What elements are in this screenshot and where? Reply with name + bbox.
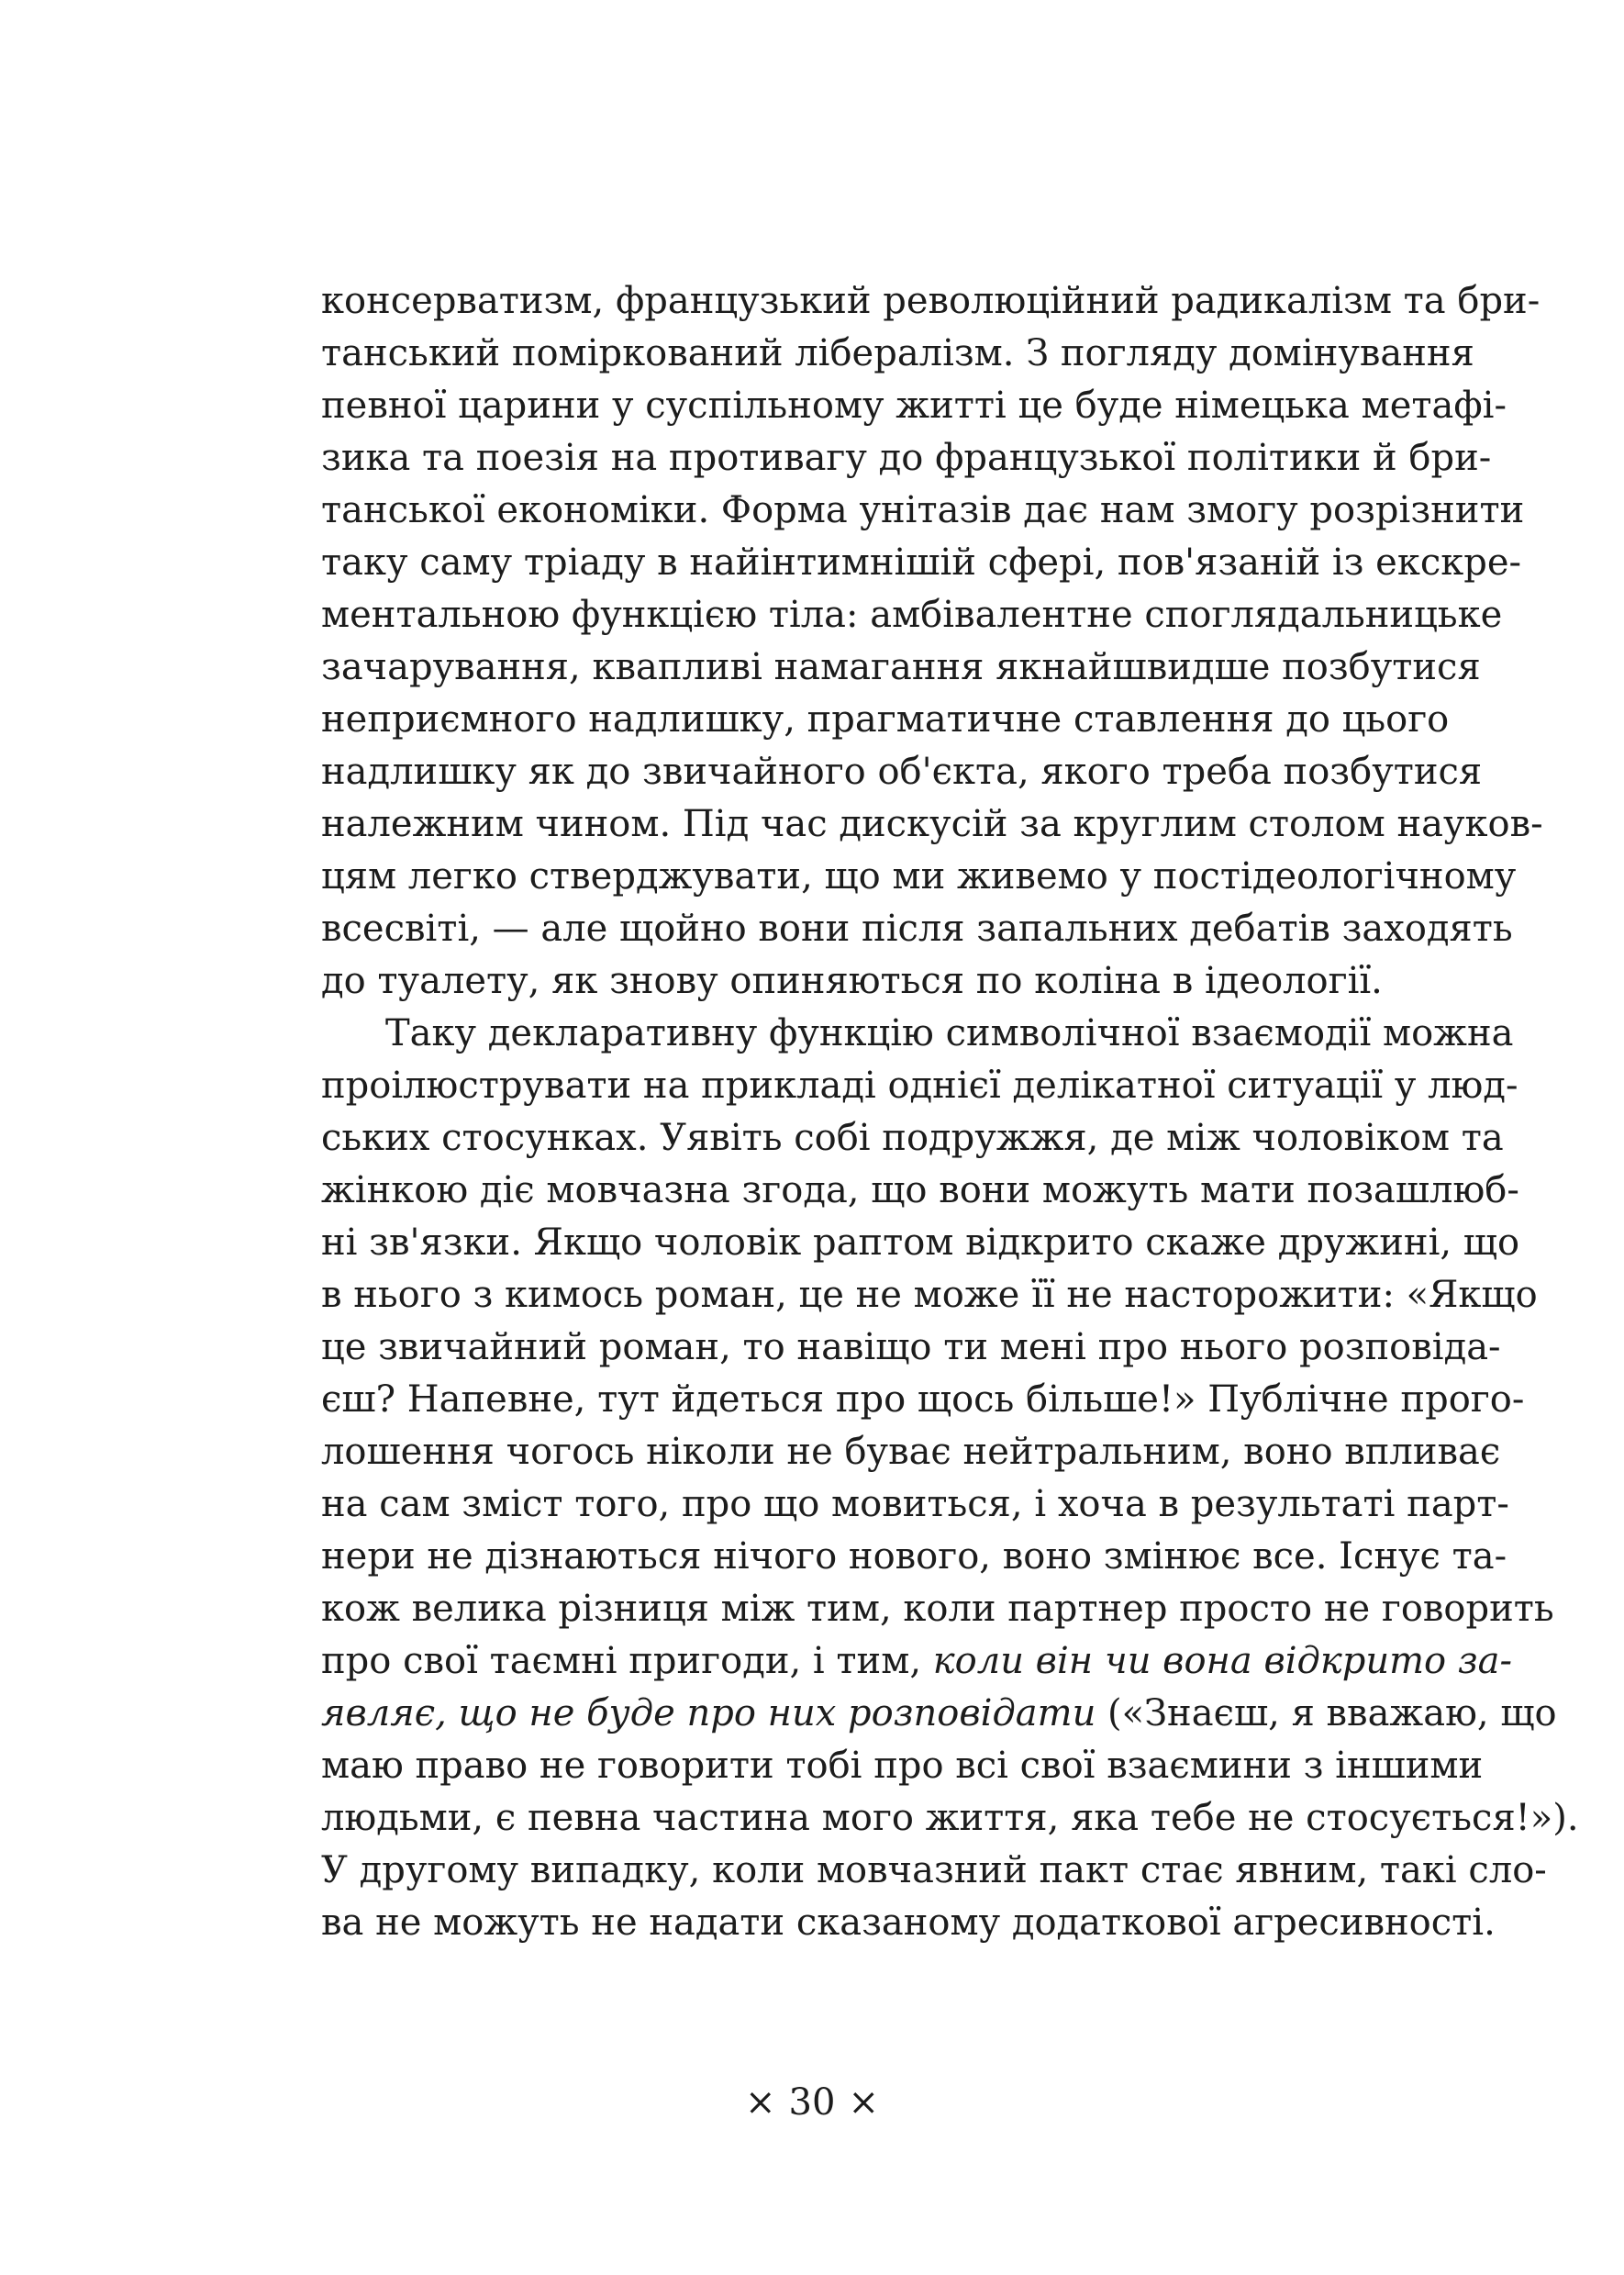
text-line: Таку декларативну функцію символічної взаємодії можна	[385, 1012, 1514, 1054]
text-line: належним чином. Під час дискусій за круглим столом науков-	[321, 803, 1543, 845]
text-line: на сам зміст того, про що мовиться, і хоча в результаті парт-	[321, 1483, 1509, 1525]
text-line: консерватизм, французький революційний радикалізм та бри-	[321, 280, 1541, 322]
text-line: кож велика різниця між тим, коли партнер просто не говорить	[321, 1588, 1554, 1630]
text-line: зика та поезія на противагу до французької політики й бри-	[321, 437, 1492, 479]
text-line: зачарування, квапливі намагання якнайшвидше позбутися	[321, 646, 1481, 688]
text-line: ні зв'язки. Якщо чоловік раптом відкрито скаже дружині, що	[321, 1221, 1520, 1264]
text-run: про свої таємні пригоди, і тим,	[321, 1640, 933, 1682]
body-text	[321, 275, 1579, 1949]
text-line: лошення чогось ніколи не буває нейтральним, воно впливає	[321, 1431, 1501, 1473]
text-line: єш? Напевне, тут йдеться про щось більше!» Публічне прого-	[321, 1378, 1525, 1421]
text-line: ських стосунках. Уявіть собі подружжя, де між чоловіком та	[321, 1117, 1504, 1159]
text-line: ментальною функцією тіла: амбівалентне споглядальницьке	[321, 594, 1503, 636]
text-line: танський поміркований лібералізм. З погляду домінування	[321, 332, 1474, 374]
text-line: всесвіті, — але щойно вони після запальних дебатів заходять	[321, 908, 1513, 950]
page-footer	[0, 2081, 1624, 2124]
text-line: неприємного надлишку, прагматичне ставлення до цього	[321, 698, 1450, 741]
text-line: людьми, є певна частина мого життя, яка тебе не стосується!»).	[321, 1797, 1579, 1839]
text-line: нери не дізнаються нічого нового, воно змінює все. Існує та-	[321, 1535, 1507, 1578]
text-line: У другому випадку, коли мовчазний пакт стає явним, такі сло-	[321, 1849, 1547, 1891]
paragraph-1	[321, 275, 1543, 1008]
text-line: в нього з кимось роман, це не може її не насторожити: «Якщо	[321, 1274, 1538, 1316]
text-line: цям легко стверджувати, що ми живемо у постідеологічному	[321, 855, 1517, 898]
emphasis-text: коли він чи вона відкрито за-	[932, 1640, 1513, 1682]
text-line-mixed	[321, 1688, 1557, 1740]
text-line: жінкою діє мовчазна згода, що вони можуть мати позашлюб-	[321, 1169, 1519, 1211]
ornament-cross-icon: ×	[848, 2081, 879, 2124]
text-line: надлишку як до звичайного об'єкта, якого треба позбутися	[321, 751, 1483, 793]
ornament-cross-icon: ×	[745, 2081, 776, 2124]
emphasis-text: являє, що не буде про них розповідати	[321, 1692, 1096, 1734]
text-line: танської економіки. Форма унітазів дає нам змогу розрізнити	[321, 489, 1525, 531]
text-line: ва не можуть не надати сказаному додаткової агресивності.	[321, 1901, 1496, 1944]
text-run: («Знаєш, я вважаю, що	[1096, 1692, 1557, 1734]
text-line: певної царини у суспільному житті це буде німецька метафі-	[321, 385, 1507, 427]
text-line: це звичайний роман, то навіщо ти мені про нього розповіда-	[321, 1326, 1501, 1368]
page-number: 30	[788, 2081, 836, 2124]
text-line: проілюструвати на прикладі однієї делікатної ситуації у люд-	[321, 1065, 1518, 1107]
text-line: таку саму тріаду в найінтимнішій сфері, пов'язаній із екскре-	[321, 541, 1522, 584]
paragraph-2	[321, 1008, 1579, 1949]
text-line: до туалету, як знову опиняються по коліна в ідеології.	[321, 960, 1383, 1002]
text-line-mixed	[321, 1635, 1513, 1688]
text-line: маю право не говорити тобі про всі свої взаємини з іншими	[321, 1745, 1484, 1787]
